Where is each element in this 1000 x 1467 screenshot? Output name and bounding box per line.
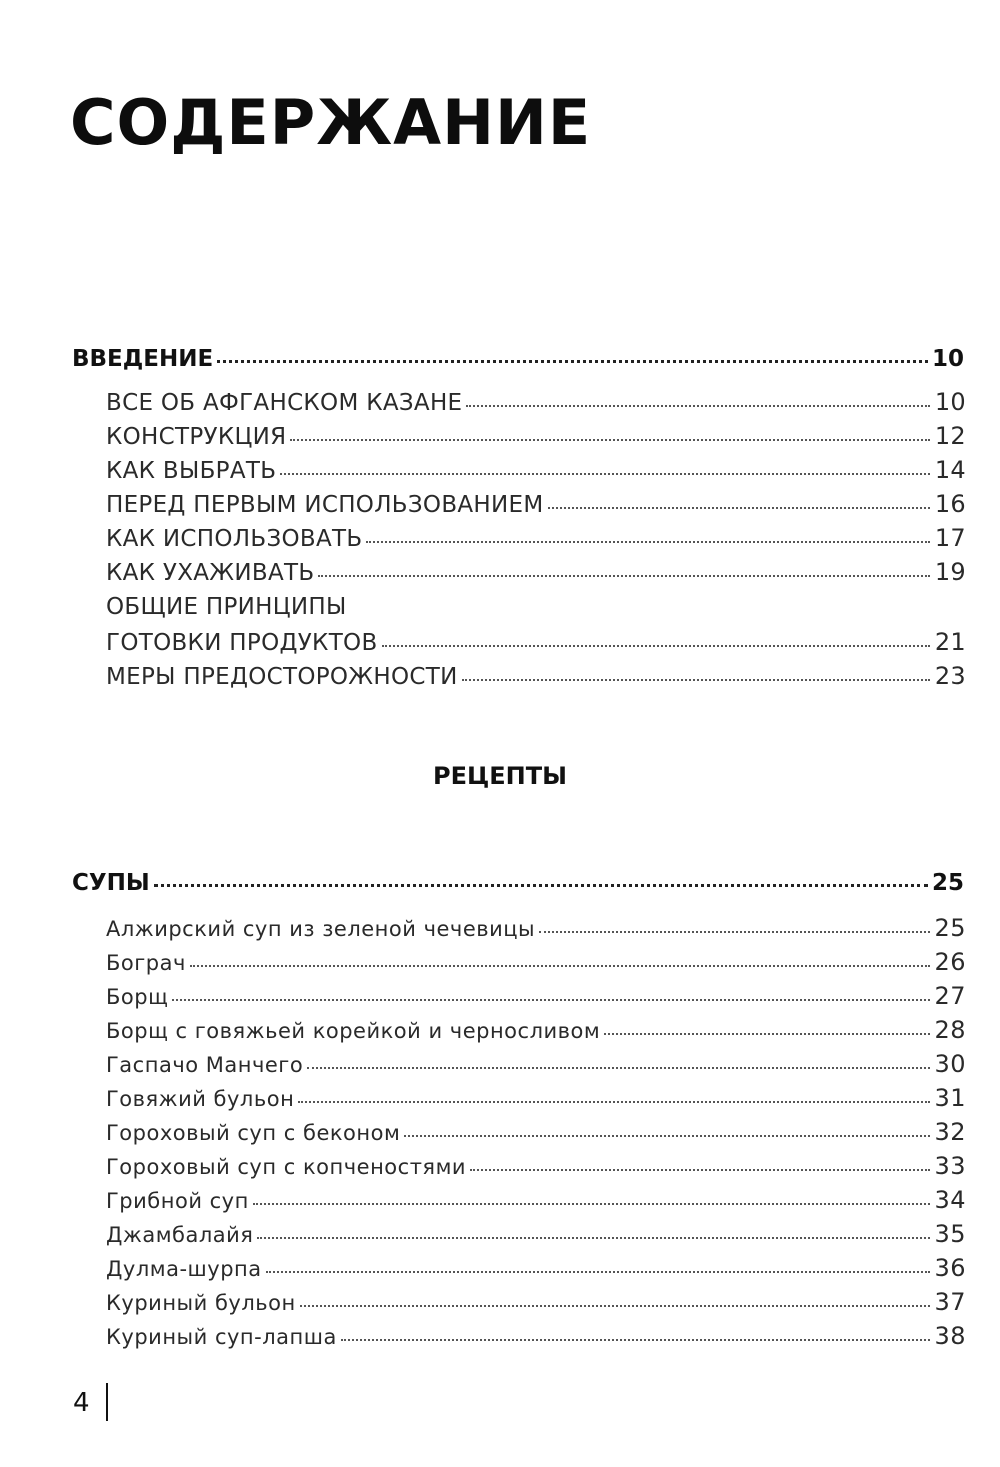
toc-page-number: 14 <box>934 456 966 484</box>
toc-leader <box>462 679 930 681</box>
toc-leader <box>539 931 930 933</box>
toc-item[interactable] <box>106 388 966 416</box>
toc-item[interactable] <box>106 982 966 1010</box>
toc-item[interactable] <box>106 1322 966 1350</box>
toc-item-label: Борщ <box>106 985 169 1009</box>
toc-page-number: 36 <box>934 1254 966 1282</box>
page-number-divider <box>106 1383 108 1421</box>
toc-page-number: 19 <box>934 558 966 586</box>
toc-page-number: 33 <box>934 1152 966 1180</box>
toc-leader <box>307 1067 930 1069</box>
section-heading-recipes: РЕЦЕПТЫ <box>433 762 567 790</box>
toc-leader <box>217 360 928 363</box>
toc-page-number: 26 <box>934 948 966 976</box>
toc-leader <box>190 965 930 967</box>
toc-item-label-line1: ОБЩИЕ ПРИНЦИПЫ <box>106 594 347 620</box>
toc-item-label: Бограч <box>106 951 186 975</box>
toc-item[interactable] <box>106 662 966 690</box>
toc-page-number: 28 <box>934 1016 966 1044</box>
toc-page-number: 38 <box>934 1322 966 1350</box>
toc-item-label: Алжирский суп из зеленой чечевицы <box>106 917 536 941</box>
toc-leader <box>604 1033 930 1035</box>
toc-item-label: Куриный бульон <box>106 1291 296 1315</box>
toc-page-number: 34 <box>934 1186 966 1214</box>
toc-leader <box>300 1305 930 1307</box>
toc-chapter-soups[interactable] <box>72 870 964 896</box>
toc-item[interactable] <box>106 490 966 518</box>
page-number: 4 <box>73 1388 90 1418</box>
toc-item[interactable] <box>106 1186 966 1214</box>
toc-leader <box>466 405 930 407</box>
toc-page-number: 30 <box>934 1050 966 1078</box>
toc-item-label: Дулма-шурпа <box>106 1257 262 1281</box>
toc-page-number: 31 <box>934 1084 966 1112</box>
toc-leader <box>266 1271 930 1273</box>
toc-page-number: 21 <box>934 628 966 656</box>
toc-item[interactable] <box>106 948 966 976</box>
toc-item[interactable] <box>106 558 966 586</box>
toc-leader <box>548 507 930 509</box>
toc-page-number: 37 <box>934 1288 966 1316</box>
toc-leader <box>154 884 928 887</box>
toc-page-number: 32 <box>934 1118 966 1146</box>
toc-page-number: 25 <box>931 870 964 896</box>
page-title: СОДЕРЖАНИЕ <box>70 86 592 159</box>
toc-leader <box>382 645 930 647</box>
toc-page-number: 23 <box>934 662 966 690</box>
toc-page-number: 27 <box>934 982 966 1010</box>
toc-item[interactable] <box>106 1050 966 1078</box>
toc-item-label: Грибной суп <box>106 1189 249 1213</box>
toc-item-label: КАК ИСПОЛЬЗОВАТЬ <box>106 526 363 552</box>
toc-item-label: Гаспачо Манчего <box>106 1053 304 1077</box>
toc-leader <box>172 999 930 1001</box>
toc-chapter-intro[interactable] <box>72 346 964 372</box>
toc-item[interactable] <box>106 1254 966 1282</box>
toc-leader <box>318 575 930 577</box>
toc-item[interactable] <box>106 1118 966 1146</box>
toc-page-number: 12 <box>934 422 966 450</box>
toc-item-label: КАК УХАЖИВАТЬ <box>106 560 315 586</box>
toc-item-label: ГОТОВКИ ПРОДУКТОВ <box>106 630 378 656</box>
toc-item-label: Куриный суп-лапша <box>106 1325 337 1349</box>
toc-leader <box>366 541 930 543</box>
toc-item-label: ВСЕ ОБ АФГАНСКОМ КАЗАНЕ <box>106 390 463 416</box>
toc-item[interactable] <box>106 422 966 450</box>
toc-item[interactable] <box>106 524 966 552</box>
toc-item[interactable] <box>106 1084 966 1112</box>
toc-item-label: Борщ с говяжьей корейкой и черносливом <box>106 1019 601 1043</box>
toc-item[interactable] <box>106 456 966 484</box>
toc-item[interactable] <box>106 1152 966 1180</box>
toc-item[interactable] <box>106 914 966 942</box>
toc-item-label: ПЕРЕД ПЕРВЫМ ИСПОЛЬЗОВАНИЕМ <box>106 492 544 518</box>
toc-page-number: 16 <box>934 490 966 518</box>
toc-leader <box>290 439 930 441</box>
toc-item-label: Гороховый суп с беконом <box>106 1121 401 1145</box>
toc-page-number: 10 <box>934 388 966 416</box>
toc-leader <box>341 1339 930 1341</box>
toc-page-number: 17 <box>934 524 966 552</box>
toc-page-number: 35 <box>934 1220 966 1248</box>
toc-leader <box>470 1169 930 1171</box>
toc-page-number: 10 <box>931 346 964 372</box>
toc-item-label: Гороховый суп с копченостями <box>106 1155 467 1179</box>
toc-item-label: Говяжий бульон <box>106 1087 295 1111</box>
toc-item[interactable] <box>106 1016 966 1044</box>
toc-item-label: Джамбалайя <box>106 1223 254 1247</box>
toc-chapter-label: СУПЫ <box>72 870 150 896</box>
toc-item-label: КОНСТРУКЦИЯ <box>106 424 287 450</box>
toc-leader <box>298 1101 930 1103</box>
toc-item-label: МЕРЫ ПРЕДОСТОРОЖНОСТИ <box>106 664 458 690</box>
toc-item[interactable] <box>106 1220 966 1248</box>
toc-leader <box>257 1237 930 1239</box>
toc-leader <box>280 473 930 475</box>
toc-item-label: КАК ВЫБРАТЬ <box>106 458 277 484</box>
toc-leader <box>404 1135 930 1137</box>
toc-item[interactable] <box>106 628 966 656</box>
toc-item[interactable] <box>106 1288 966 1316</box>
toc-leader <box>253 1203 930 1205</box>
toc-chapter-label: ВВЕДЕНИЕ <box>72 346 214 372</box>
toc-page-number: 25 <box>934 914 966 942</box>
